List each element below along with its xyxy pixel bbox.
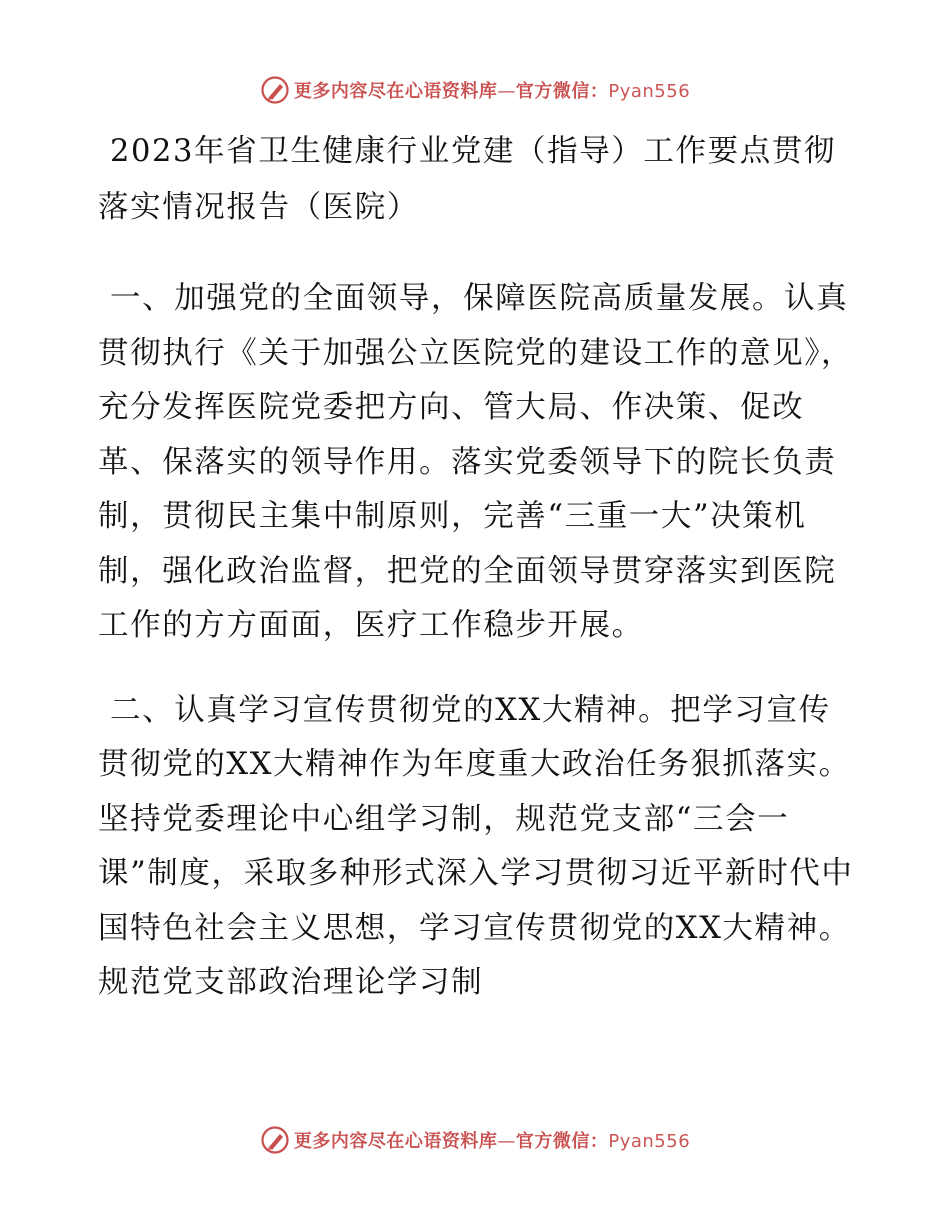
header-watermark: [0, 70, 950, 110]
paragraph-2: 二、认真学习宣传贯彻党的XX大精神。把学习宣传贯彻党的XX大精神作为年度重大政治任务狠抓落实。坚持党委理论中心组学习制，规范党支部“三会一课”制度，采取多种形式深入学习贯彻习近平新时代中国特色社会主义思想，学习宣传贯彻党的XX大精神。规范党支部政治理论学习制: [98, 692, 854, 1000]
watermark-separator: —: [497, 81, 516, 102]
watermark-contact: 官方微信：: [515, 81, 609, 102]
watermark-contact-id: Pyan556: [608, 81, 691, 102]
watermark-contact: 官方微信：: [515, 1131, 609, 1152]
footer-watermark: [0, 1120, 950, 1160]
paragraph-1: 一、加强党的全面领导，保障医院高质量发展。认真贯彻执行《关于加强公立医院党的建设工作的意见》，充分发挥医院党委把方向、管大局、作决策、促改革、保落实的领导作用。落实党委领导下的院长负责制，贯彻民主集中制原则，完善“三重一大”决策机制，强化政治监督，把党的全面领导贯穿落实到医院工作的方方面面，医疗工作稳步开展。: [98, 281, 854, 643]
watermark-text: [294, 77, 690, 103]
watermark-text: [294, 1127, 690, 1153]
watermark-contact-id: Pyan556: [608, 1131, 691, 1152]
pen-logo-icon: [260, 75, 290, 105]
watermark-separator: —: [497, 1131, 516, 1152]
document-body: [98, 124, 858, 1011]
pen-logo-icon: [260, 1125, 290, 1155]
watermark-brand: 更多内容尽在心语资料库: [293, 81, 498, 102]
watermark-brand: 更多内容尽在心语资料库: [293, 1131, 498, 1152]
document-title: 2023年省卫生健康行业党建（指导）工作要点贯彻落实情况报告（医院）: [98, 134, 837, 225]
